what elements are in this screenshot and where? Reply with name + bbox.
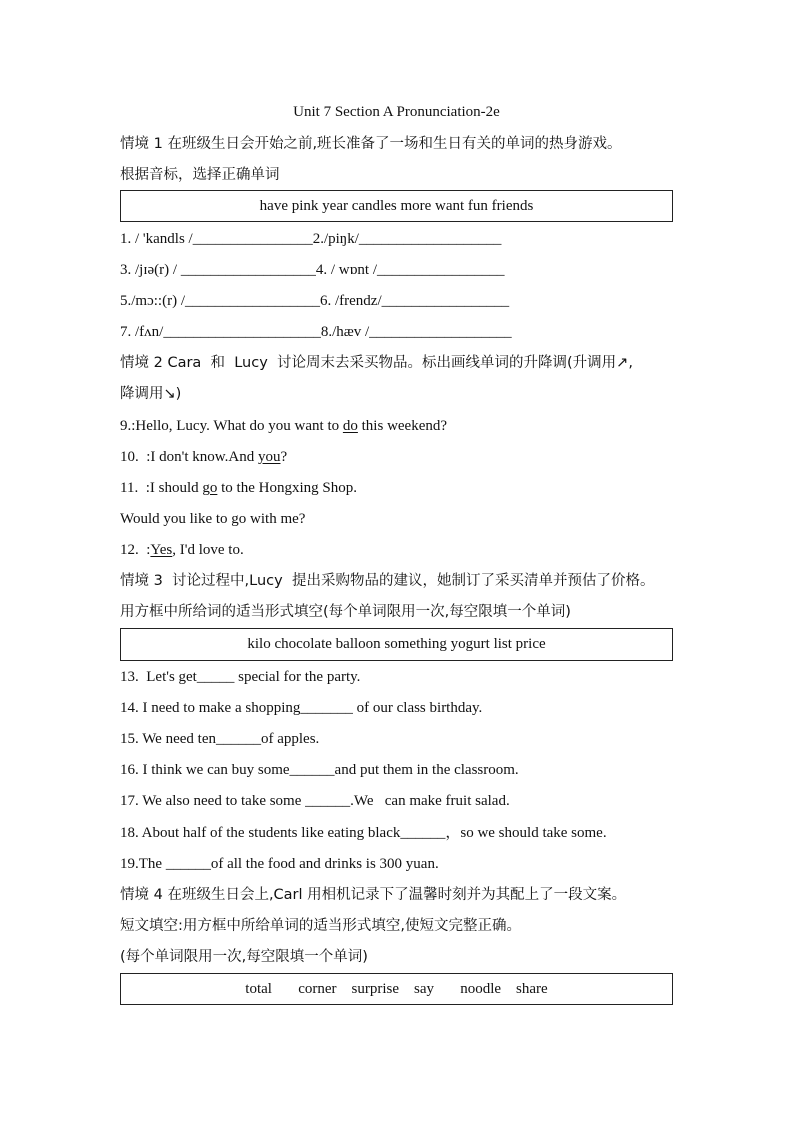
- word-bank-box-1: have pink year candles more want fun friends: [120, 190, 673, 222]
- situation-1-intro: 情境 1 在班级生日会开始之前,班长准备了一场和生日有关的单词的热身游戏。: [120, 136, 622, 152]
- question-16: 16. I think we can buy some______and put them in the classroom.: [120, 762, 519, 778]
- question-11-cont: Would you like to go with me?: [120, 511, 306, 527]
- underlined-word: you: [257, 449, 281, 465]
- word-bank-box-2: kilo chocolate balloon something yogurt list price: [120, 628, 673, 661]
- question-15: 15. We need ten______of apples.: [120, 731, 320, 747]
- situation-3-instruction: 用方框中所给词的适当形式填空(每个单词限用一次,每空限填一个单词): [120, 604, 571, 620]
- situation-1-instruction: 根据音标，选择正确单词: [120, 167, 280, 183]
- page-title: Unit 7 Section A Pronunciation-2e: [293, 104, 500, 120]
- phonetic-row-2: 3. /jɪə(r) / __________________4. / wɒnt /_________________: [120, 262, 505, 278]
- question-14: 14. I need to make a shopping_______ of our class birthday.: [120, 700, 483, 716]
- question-18: 18. About half of the students like eating black______，so we should take some.: [120, 825, 607, 841]
- situation-4-instruction: 短文填空:用方框中所给单词的适当形式填空,使短文完整正确。: [120, 918, 521, 934]
- situation-4-intro: 情境 4 在班级生日会上,Carl 用相机记录下了温馨时刻并为其配上了一段文案。: [120, 887, 627, 903]
- question-19: 19.The ______of all the food and drinks is 300 yuan.: [120, 856, 439, 872]
- phonetic-row-1: 1. / 'kandls /________________2./piŋk/___________________: [120, 231, 502, 247]
- underlined-word: go: [202, 480, 218, 496]
- question-17: 17. We also need to take some ______.We can make fruit salad.: [120, 793, 510, 809]
- situation-2-intro: 情境 2 Cara 和 Lucy 讨论周末去采买物品。标出画线单词的升降调(升调用↗,: [120, 355, 633, 371]
- situation-4-rule: (每个单词限用一次,每空限填一个单词): [120, 949, 368, 965]
- question-9: 9.:Hello, Lucy. What do you want to do this weekend?: [120, 418, 448, 434]
- question-10: 10. :I don't know.And you?: [120, 449, 288, 465]
- situation-3-intro: 情境 3 讨论过程中,Lucy 提出采购物品的建议，她制订了采买清单并预估了价格。: [120, 573, 655, 589]
- question-11: 11. :I should go to the Hongxing Shop.: [120, 480, 357, 496]
- situation-2-intro-cont: 降调用↘): [120, 386, 182, 402]
- phonetic-row-4: 7. /fʌn/_____________________8./hæv /___________________: [120, 324, 512, 340]
- question-12: 12. :Yes, I'd love to.: [120, 542, 244, 558]
- question-13: 13. Let's get_____ special for the party.: [120, 669, 361, 685]
- underlined-word: do: [342, 418, 358, 434]
- word-bank-box-3: total corner surprise say noodle share: [120, 973, 673, 1005]
- underlined-word: Yes: [150, 542, 173, 558]
- phonetic-row-3: 5./mɔ::(r) /__________________6. /frendz/_________________: [120, 293, 510, 309]
